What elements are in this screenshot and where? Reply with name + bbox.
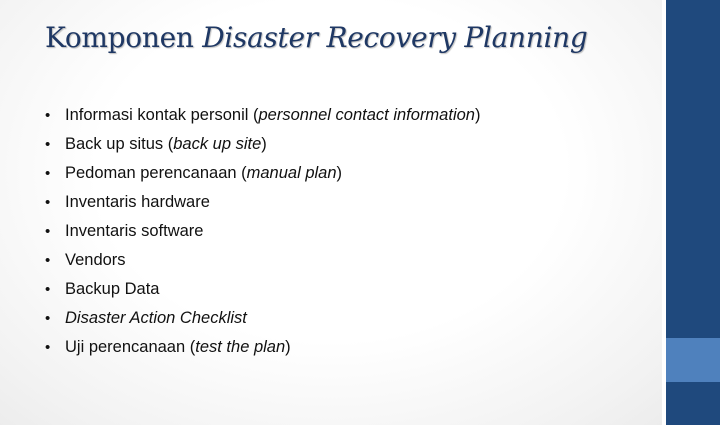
bullet-text: Back up situs ( <box>65 135 174 153</box>
bullet-italic-text: test the plan <box>195 338 286 356</box>
slide-title <box>45 16 588 60</box>
bullet-italic-text: personnel contact information <box>258 106 475 124</box>
bullet-icon: • <box>45 136 51 153</box>
bullet-icon: • <box>45 252 51 269</box>
bullet-item <box>45 275 605 304</box>
bullet-text: Inventaris software <box>65 222 204 240</box>
bullet-icon: • <box>45 223 51 240</box>
bullet-text-after: ) <box>285 338 291 356</box>
bullet-item <box>45 217 605 246</box>
bullet-item <box>45 159 605 188</box>
bullet-item <box>45 101 605 130</box>
bullet-item <box>45 333 605 362</box>
bullet-text: Pedoman perencanaan ( <box>65 164 247 182</box>
bullet-icon: • <box>45 281 51 298</box>
bullet-icon: • <box>45 339 51 356</box>
bullet-text-after: ) <box>336 164 343 182</box>
bullet-italic-text: Disaster Action Checklist <box>65 309 247 327</box>
bullet-icon: • <box>45 310 51 327</box>
bullet-icon: • <box>45 194 51 211</box>
bullet-item <box>45 246 605 275</box>
bullet-text: Vendors <box>65 251 126 269</box>
bullet-item <box>45 130 605 159</box>
bullet-text: Uji perencanaan ( <box>65 338 196 356</box>
sidebar-accent-block <box>666 338 720 382</box>
bullet-list <box>45 101 605 362</box>
bullet-text: Backup Data <box>65 280 160 298</box>
bullet-item <box>45 188 605 217</box>
title-italic: Disaster Recovery Planning <box>202 21 588 54</box>
bullet-text: Inventaris hardware <box>65 193 210 211</box>
bullet-icon: • <box>45 165 51 182</box>
bullet-text-after: ) <box>261 135 267 153</box>
bullet-italic-text: manual plan <box>246 164 337 182</box>
title-plain: Komponen <box>45 21 203 54</box>
bullet-text: Informasi kontak personil ( <box>65 106 259 124</box>
bullet-text-after: ) <box>474 106 481 124</box>
bullet-italic-text: back up site <box>173 135 262 153</box>
bullet-icon: • <box>45 107 51 124</box>
bullet-item <box>45 304 605 333</box>
